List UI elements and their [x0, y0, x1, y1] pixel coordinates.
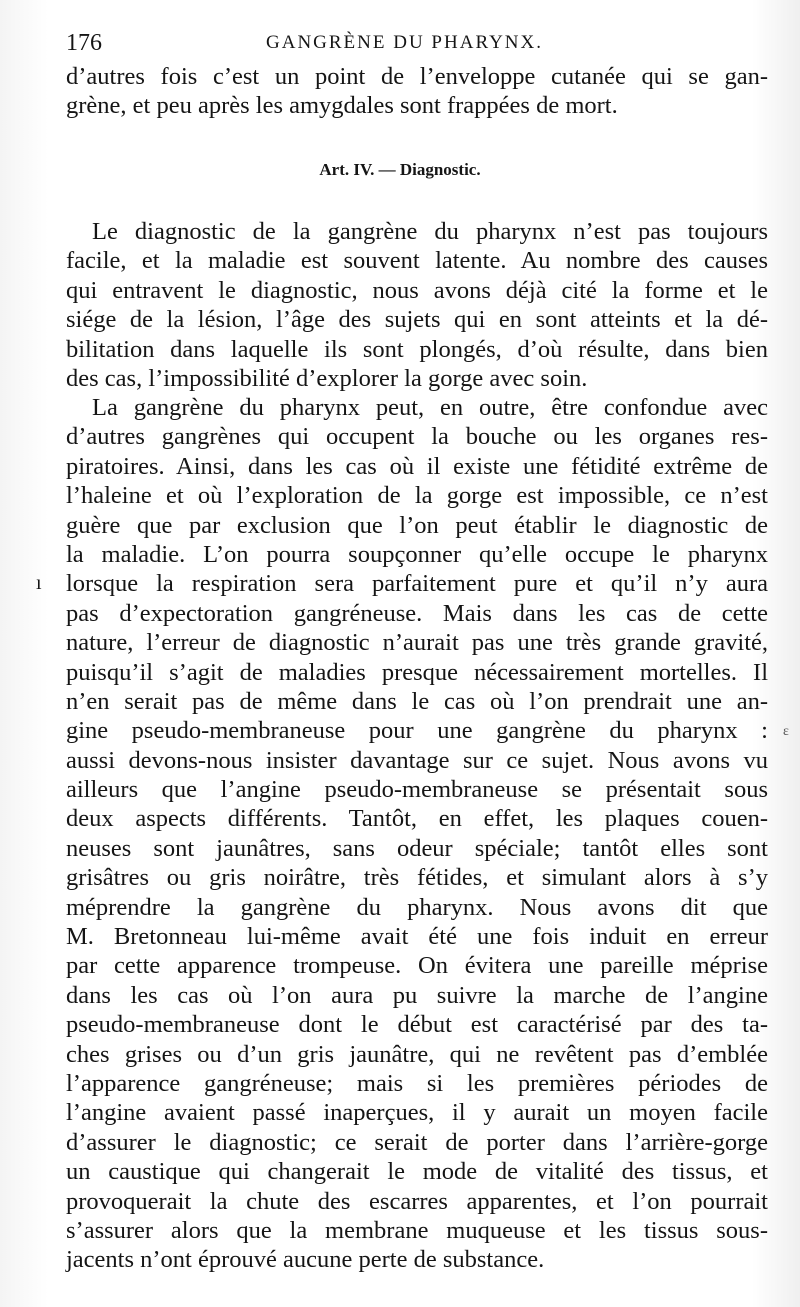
running-title: GANGRÈNE DU PHARYNX. [266, 32, 543, 53]
text-line: deux aspects différents. Tantôt, en effet, les plaques couen- [66, 805, 768, 833]
text-line: jacents n’ont éprouvé aucune perte de substance. [66, 1246, 545, 1274]
text-line: neuses sont jaunâtres, sans odeur spéciale; tantôt elles sont [66, 834, 768, 862]
text-line: gine pseudo-membraneuse pour une gangrène du pharynx : [66, 717, 768, 745]
text-line: pseudo-membraneuse dont le début est caractérisé par des ta- [66, 1011, 768, 1039]
text-line: lorsque la respiration sera parfaitement pure et qu’il n’y aura [66, 570, 768, 598]
text-line: d’autres fois c’est un point de l’enveloppe cutanée qui se gan- [66, 63, 768, 90]
intro-text [66, 62, 768, 121]
text-line: facile, et la maladie est souvent latente. Au nombre des causes [66, 247, 768, 275]
text-line: pas d’expectoration gangréneuse. Mais dans les cas de cette [66, 599, 768, 627]
text-line: ailleurs que l’angine pseudo-membraneuse se présentait sous [66, 776, 768, 804]
text-line: l’haleine et où l’exploration de la gorge est impossible, ce n’est [66, 482, 768, 510]
text-line: qui entravent le diagnostic, nous avons déjà cité la forme et le [66, 276, 768, 304]
text-line: n’en serait pas de même dans le cas où l’on prendrait une an- [66, 687, 768, 715]
page-header [66, 30, 756, 64]
text-line: grisâtres ou gris noirâtre, très fétides, et simulant alors à s’y [66, 864, 768, 892]
text-line: grène, et peu après les amygdales sont frappées de mort. [66, 92, 618, 120]
text-line: ches grises ou d’un gris jaunâtre, qui ne revêtent pas d’emblée [66, 1040, 768, 1068]
text-line: s’assurer alors que la membrane muqueuse et les tissus sous- [66, 1216, 768, 1244]
text-line: un caustique qui changerait le mode de vitalité des tissus, et [66, 1158, 768, 1186]
text-line: M. Bretonneau lui-même avait été une fois induit en erreur [66, 923, 768, 951]
text-line: d’assurer le diagnostic; ce serait de porter dans l’arrière-gorge [66, 1128, 768, 1156]
paragraph-1 [66, 217, 768, 393]
text-line: aussi devons-nous insister davantage sur ce sujet. Nous avons vu [66, 746, 768, 774]
text-line: puisqu’il s’agit de maladies presque nécessairement mortelles. Il [66, 658, 768, 686]
section-heading: Art. IV. — Diagnostic. [319, 160, 481, 179]
text-line: l’angine avaient passé inaperçues, il y aurait un moyen facile [66, 1099, 768, 1127]
text-line: l’apparence gangréneuse; mais si les premières périodes de [66, 1069, 768, 1097]
text-line: méprendre la gangrène du pharynx. Nous avons dit que [66, 893, 768, 921]
text-line: siége de la lésion, l’âge des sujets qui en sont atteints et la dé- [66, 306, 768, 334]
text-line: d’autres gangrènes qui occupent la bouche ou les organes res- [66, 423, 768, 451]
text-line: provoquerait la chute des escarres apparentes, et l’on pourrait [66, 1187, 768, 1215]
margin-mark-left: ı [36, 572, 42, 594]
margin-mark-right: ɛ [783, 724, 789, 739]
text-line: la maladie. L’on pourra soupçonner qu’elle occupe le pharynx [66, 540, 768, 568]
text-line: des cas, l’impossibilité d’explorer la gorge avec soin. [66, 364, 588, 392]
text-line: piratoires. Ainsi, dans les cas où il existe une fétidité extrême de [66, 452, 768, 480]
text-line: guère que par exclusion que l’on peut établir le diagnostic de [66, 511, 768, 539]
page-number: 176 [66, 30, 102, 56]
text-line: nature, l’erreur de diagnostic n’aurait pas une très grande gravité, [66, 629, 768, 657]
paragraph-2 [66, 393, 768, 1275]
text-line: Le diagnostic de la gangrène du pharynx n’est pas toujours [92, 218, 768, 245]
text-line: par cette apparence trompeuse. On évitera une pareille méprise [66, 952, 768, 980]
text-line: bilitation dans laquelle ils sont plongés, d’où résulte, dans bien [66, 335, 768, 363]
text-line: La gangrène du pharynx peut, en outre, être confondue avec [92, 394, 768, 421]
text-line: dans les cas où l’on aura pu suivre la marche de l’angine [66, 981, 768, 1009]
